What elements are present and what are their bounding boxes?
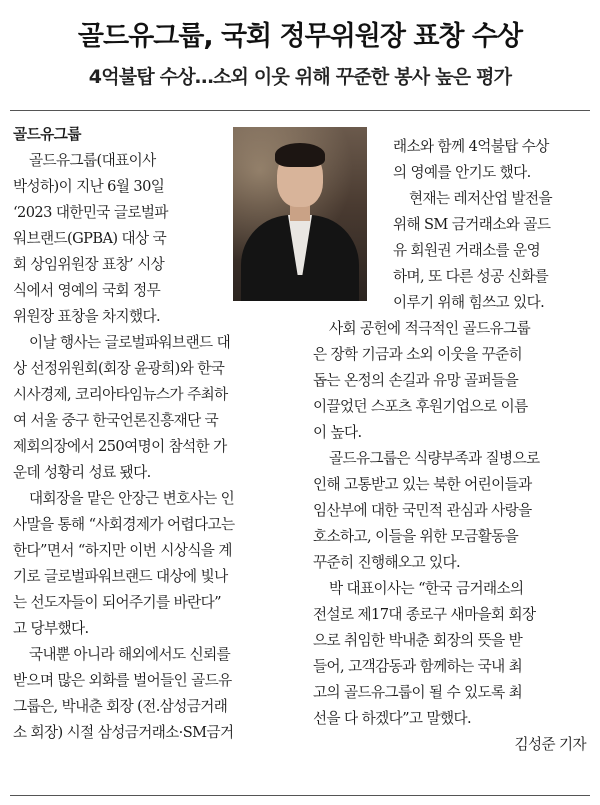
body-line: 래소와 함께 4억불탑 수상 [393,138,549,155]
left-column [13,122,291,746]
body-line: 여 서울 중구 한국언론진흥재단 국 [13,412,219,429]
body-line: 의 영예를 안기도 했다. [393,164,531,181]
body-line: 이날 행사는 글로벌파워브랜드 대 [29,334,231,351]
body-line: 은 장학 기금과 소외 이웃을 꾸준히 [313,346,523,363]
body-line: 이루기 위해 힘쓰고 있다. [393,294,545,311]
body-line: ‘2023 대한민국 글로벌파 [13,204,168,221]
body-line: 위원장 표창을 차지했다. [13,308,161,325]
body-line: 호소하고, 이들을 위한 모금활동을 [313,528,519,545]
body-line: 회 상임위원장 표창’ 시상 [13,256,165,273]
body-line: 워브랜드(GPBA) 대상 국 [13,230,167,247]
body-line: 임산부에 대한 국민적 관심과 사랑을 [313,502,532,519]
body-line: 선을 다 하겠다”고 말했다. [313,710,471,727]
body-line: 기로 글로벌파워브랜드 대상에 빛나 [13,568,228,585]
body-line: 이 높다. [313,424,362,441]
right-column [313,134,588,758]
body-line: 돕는 온정의 손길과 유망 골퍼들을 [313,372,519,389]
body-line: 위해 SM 금거래소와 골드 [393,216,551,233]
body-line: 고 당부했다. [13,620,89,637]
body-line: 제회의장에서 250여명이 참석한 가 [13,438,227,455]
body-line: 유 회원권 거래소를 운영 [393,242,541,259]
bottom-rule [10,795,590,796]
body-line: 들어, 고객감동과 함께하는 국내 최 [313,658,523,675]
body-line: 한다”면서 “하지만 이번 시상식을 계 [13,542,232,559]
body-line: 받으며 많은 외화를 벌어들인 골드유 [13,672,232,689]
body-line: 국내뿐 아니라 해외에서도 신뢰를 [29,646,231,663]
body-line: 전설로 제17대 종로구 새마을회 회장 [313,606,536,623]
body-line: 그룹은, 박내춘 회장 (전.삼성금거래 [13,698,228,715]
body-line: 하며, 또 다른 성공 신화를 [393,268,549,285]
section-label: 골드유그룹 [13,126,81,143]
body-line: 현재는 레저산업 발전을 [409,190,553,207]
body-line: 박 대표이사는 “한국 금거래소의 [329,580,524,597]
body-line: 상 선정위원회(회장 윤광희)와 한국 [13,360,225,377]
body-line: 고의 골드유그룹이 될 수 있도록 최 [313,684,523,701]
headline: 골드유그룹, 국회 정무위원장 표창 수상 [77,21,523,52]
body-line: 사회 공헌에 적극적인 골드유그룹 [329,320,531,337]
body-line: 골드유그룹은 식량부족과 질병으로 [329,450,540,467]
body-line: 사말을 통해 “사회경제가 어렵다고는 [13,516,235,533]
body-line: 소 회장) 시절 삼성금거래소·SM금거 [13,724,234,741]
body-line: 운데 성황리 성료 됐다. [13,464,151,481]
body-line: 대회장을 맡은 안장근 변호사는 인 [29,490,235,507]
body-line: 박성하)이 지난 6월 30일 [13,178,165,195]
body-line: 인해 고통받고 있는 북한 어린이들과 [313,476,532,493]
body-line: 시사경제, 코리아타임뉴스가 주최하 [13,386,228,403]
body-line: 식에서 영예의 국회 정무 [13,282,161,299]
body-line: 꾸준히 진행해오고 있다. [313,554,461,571]
body-line: 이끌었던 스포츠 후원기업으로 이름 [313,398,528,415]
reporter-byline: 김성준 기자 [514,736,586,753]
body-line: 으로 취임한 박내춘 회장의 뜻을 받 [313,632,523,649]
subheadline: 4억불탑 수상…소외 이웃 위해 꾸준한 봉사 높은 평가 [88,66,512,88]
body-line: 는 선도자들이 되어주기를 바란다” [13,594,221,611]
top-rule [10,110,590,111]
body-line: 골드유그룹(대표이사 [29,152,156,169]
